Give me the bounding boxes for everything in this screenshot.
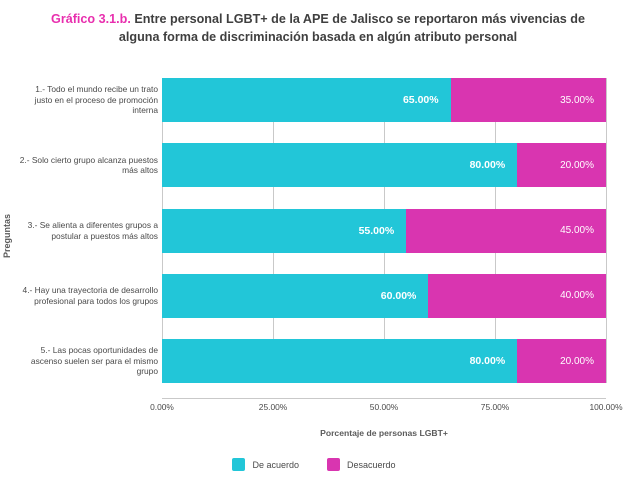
category-label: 5.- Las pocas oportunidades de ascenso suelen ser para el mismo grupo [30,345,158,377]
legend-item[interactable] [232,458,299,471]
bar-segment-disagree[interactable] [406,209,606,253]
bar-value-label: 20.00% [560,159,594,171]
bar-value-label: 80.00% [469,159,506,172]
chart-title-text: Entre personal LGBT+ de la APE de Jalisco se reportaron más vivencias de alguna forma de discriminación basada en algún atributo personal [118,12,585,45]
category-label: 2.- Solo cierto grupo alcanza puestos más altos [19,154,158,176]
x-axis-ticks [150,402,623,418]
bar-row [162,209,606,253]
legend-item[interactable] [327,458,396,471]
plot-area [162,78,606,383]
bar-row [162,143,606,187]
bar-segment-disagree[interactable] [428,274,606,318]
bar-value-label: 45.00% [560,225,594,236]
bar-segment-disagree[interactable] [517,339,606,383]
legend-label: Desacuerdo [347,459,396,470]
chart-legend [0,458,628,471]
bar-value-label: 80.00% [469,355,506,367]
category-label: 1.- Todo el mundo recibe un trato justo en el proceso de promoción interna [34,84,158,116]
bar-segment-disagree[interactable] [517,143,606,187]
legend-swatch [327,458,340,471]
x-tick-label: 100.00% [589,402,623,412]
x-tick-label: 75.00% [480,402,510,412]
x-tick-label: 25.00% [258,402,288,412]
x-tick-label: 0.00% [150,402,174,412]
bar-value-label: 40.00% [560,290,594,302]
bar-value-label: 35.00% [560,94,594,106]
bar-segment-agree[interactable] [162,78,451,122]
legend-swatch [232,458,245,471]
bar-segment-agree[interactable] [162,274,428,318]
bar-row [162,274,606,318]
plot-wrapper [0,68,628,398]
x-axis-line [162,398,606,399]
x-axis-label: Porcentaje de personas LGBT+ [320,428,448,438]
gridline [606,78,607,383]
bar-value-label: 65.00% [402,94,439,106]
y-axis-label: Preguntas [2,213,12,258]
bar-value-label: 55.00% [358,224,395,237]
bar-segment-agree[interactable] [162,143,517,187]
bar-row [162,78,606,122]
bar-segment-agree[interactable] [162,209,406,253]
category-label: 3.- Se alienta a diferentes grupos a postular a puestos más altos [27,220,158,241]
bar-segment-agree[interactable] [162,339,517,383]
bar-value-label: 60.00% [380,289,417,302]
bar-row [162,339,606,383]
bar-value-label: 20.00% [560,355,594,367]
legend-label: De acuerdo [252,459,299,470]
category-label: 4.- Hay una trayectoria de desarrollo profesional para todos los grupos [22,285,158,306]
chart-title [40,10,596,47]
x-tick-label: 50.00% [369,402,399,412]
chart-title-prefix: Gráfico 3.1.b. [51,12,131,26]
bar-segment-disagree[interactable] [451,78,606,122]
category-labels [16,78,158,383]
